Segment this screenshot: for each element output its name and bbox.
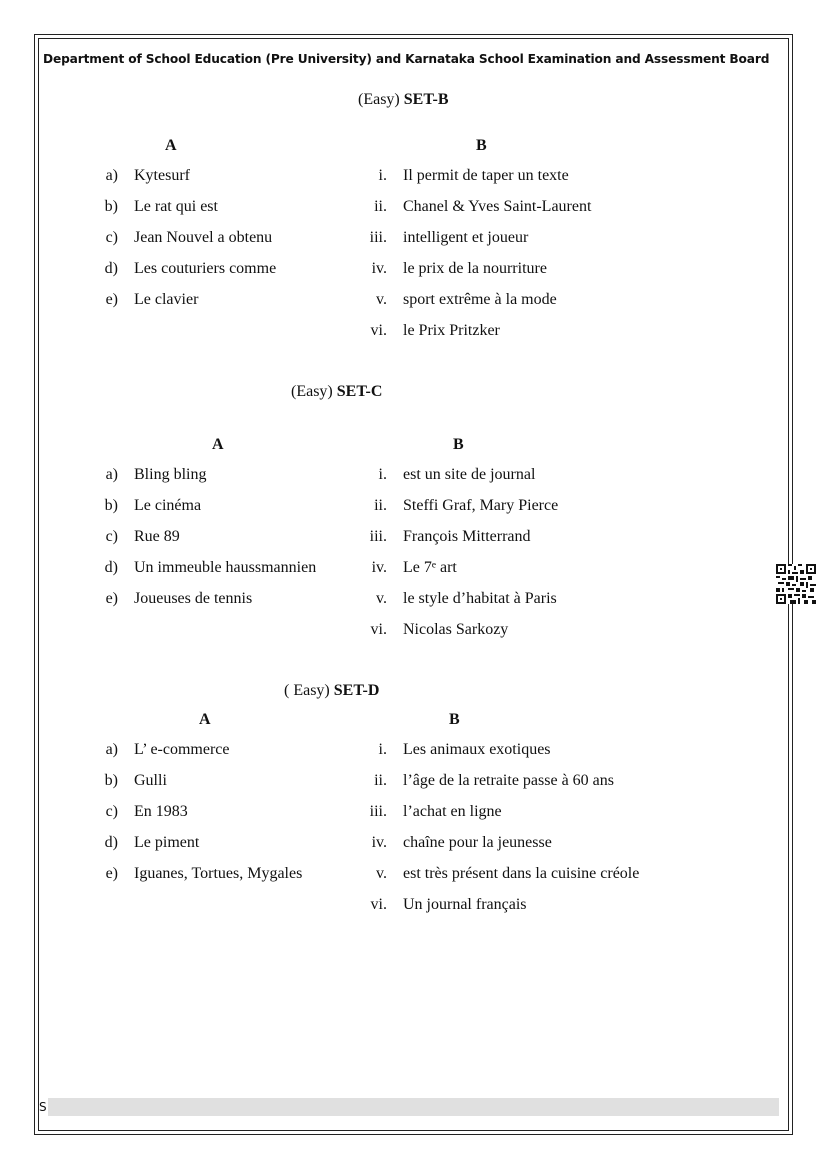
set-c-col-b: B [453,436,464,453]
item-label: v. [376,291,387,308]
item-label: i. [378,741,387,758]
page-header: Department of School Education (Pre University) and Karnataka School Examination and Assessment Board [43,52,770,66]
item-text: Steffi Graf, Mary Pierce [403,497,559,514]
item-label: ii. [374,198,387,215]
item-label: v. [376,865,387,882]
qr-code-icon [776,564,816,604]
item-text: l’âge de la retraite passe à 60 ans [403,772,615,789]
item-label: a) [105,466,118,483]
item-label: d) [104,260,118,277]
item-label: b) [104,497,118,514]
item-label: c) [105,528,118,545]
item-label: c) [105,229,118,246]
item-label: iv. [371,834,387,851]
item-text: Bling bling [134,466,207,483]
item-label: i. [378,466,387,483]
item-text: Un immeuble haussmannien [134,559,317,576]
item-text: Rue 89 [134,528,180,545]
set-b-level: (Easy) [358,91,400,108]
item-label: d) [104,834,118,851]
item-label: b) [104,772,118,789]
set-b-name: SET-B [403,91,449,108]
item-label: a) [105,167,118,184]
item-text: chaîne pour la jeunesse [403,834,552,851]
set-d-name: SET-D [333,682,380,699]
item-label: ii. [374,772,387,789]
item-text: le prix de la nourriture [403,260,547,277]
item-label: b) [104,198,118,215]
item-text: sport extrême à la mode [403,291,557,308]
item-label: vi. [370,621,387,638]
item-text: Le piment [134,834,200,851]
item-label: iii. [369,528,387,545]
item-text: Il permit de taper un texte [403,167,569,184]
set-d-level: ( Easy) [284,682,330,699]
item-label: e) [105,590,118,607]
set-b-title [358,91,449,109]
item-label: vi. [370,896,387,913]
item-text: l’achat en ligne [403,803,502,820]
set-b-col-b: B [476,137,487,154]
item-label: iii. [369,803,387,820]
item-text: est un site de journal [403,466,536,483]
item-text: Iguanes, Tortues, Mygales [134,865,303,882]
set-c-level: (Easy) [291,383,333,400]
set-d-col-b: B [449,711,460,728]
item-text: le style d’habitat à Paris [403,590,557,607]
item-text: Les animaux exotiques [403,741,551,758]
item-text: Nicolas Sarkozy [403,621,509,638]
item-label: v. [376,590,387,607]
item-label: iv. [371,260,387,277]
set-c-name: SET-C [336,383,383,400]
item-text: Un journal français [403,896,527,913]
item-text: Chanel & Yves Saint-Laurent [403,198,592,215]
item-label: i. [378,167,387,184]
item-text: Kytesurf [134,167,190,184]
item-text: Les couturiers comme [134,260,277,277]
item-text: le Prix Pritzker [403,322,500,339]
item-label: c) [105,803,118,820]
set-b-col-a: A [165,137,177,154]
item-label: vi. [370,322,387,339]
item-text: Joueuses de tennis [134,590,253,607]
set-c-title [291,383,382,401]
item-label: e) [105,291,118,308]
item-text: Le 7ᵉ art [403,559,457,576]
item-text: intelligent et joueur [403,229,529,246]
set-c-col-a: A [212,436,224,453]
item-label: iii. [369,229,387,246]
item-text: Le rat qui est [134,198,218,215]
item-text: François Mitterrand [403,528,531,545]
item-text: L’ e-commerce [134,741,230,758]
item-text: est très présent dans la cuisine créole [403,865,640,882]
item-label: d) [104,559,118,576]
footer-letter: S [39,1100,47,1114]
footer-bar [48,1098,779,1116]
item-text: En 1983 [134,803,188,820]
item-text: Le cinéma [134,497,202,514]
set-d-title [284,682,379,700]
item-text: Jean Nouvel a obtenu [134,229,273,246]
set-d-col-a: A [199,711,211,728]
item-label: a) [105,741,118,758]
item-label: e) [105,865,118,882]
item-text: Le clavier [134,291,199,308]
item-label: iv. [371,559,387,576]
item-label: ii. [374,497,387,514]
item-text: Gulli [134,772,167,789]
